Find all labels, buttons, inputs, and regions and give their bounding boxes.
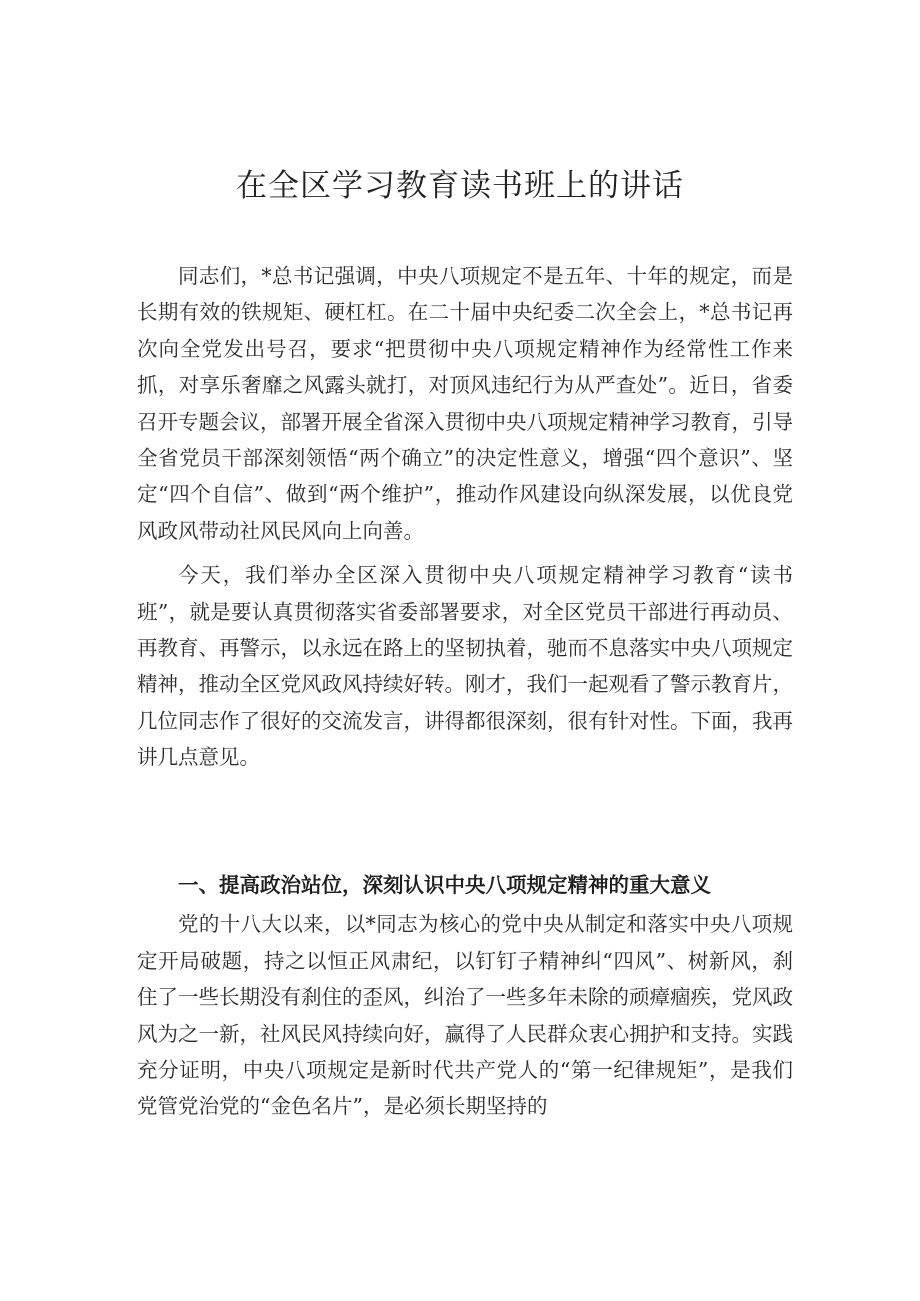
section-heading-1: 一、提高政治站位，深刻认识中央八项规定精神的重大意义	[178, 873, 711, 897]
paragraph-purpose: 今天，我们举办全区深入贯彻中央八项规定精神学习教育“读书班”，就是要认真贯彻落实省委部署要求，对全区党员干部进行再动员、再教育、再警示，以永远在路上的坚韧执着，驰而不息落实中央八项规定精神，推动全区党风政风持续好转。刚才，我们一起观看了警示教育片，几位同志作了很好的交流发言，讲得都很深刻，很有针对性。下面，我再讲几点意见。	[137, 563, 793, 770]
document-body-part-2	[137, 867, 793, 1125]
paragraph-section-1: 党的十八大以来，以*同志为核心的党中央从制定和落实中央八项规定开局破题，持之以恒正风肃纪，以钉钉子精神纠“四风”、树新风，刹住了一些长期没有刹住的歪风，纠治了一些多年未除的顽瘴痼疾，党风政风为之一新，社风民风持续向好，赢得了人民群众衷心拥护和支持。实践充分证明，中央八项规定是新时代共产党人的“第一纪律规矩”，是我们党管党治党的“金色名片”，是必须长期坚持的	[137, 912, 793, 1119]
document-body-part-1	[137, 258, 793, 776]
paragraph-opening: 同志们，*总书记强调，中央八项规定不是五年、十年的规定，而是长期有效的铁规矩、硬杠杠。在二十届中央纪委二次全会上，*总书记再次向全党发出号召，要求“把贯彻中央八项规定精神作为经常性工作来抓，对享乐奢靡之风露头就打，对顶风违纪行为从严查处”。近日，省委召开专题会议，部署开展全省深入贯彻中央八项规定精神学习教育，引导全省党员干部深刻领悟“两个确立”的决定性意义，增强“四个意识”、坚定“四个自信”、做到“两个维护”，推动作风建设向纵深发展，以优良党风政风带动社风民风向上向善。	[137, 264, 793, 543]
document-title: 在全区学习教育读书班上的讲话	[236, 168, 684, 204]
